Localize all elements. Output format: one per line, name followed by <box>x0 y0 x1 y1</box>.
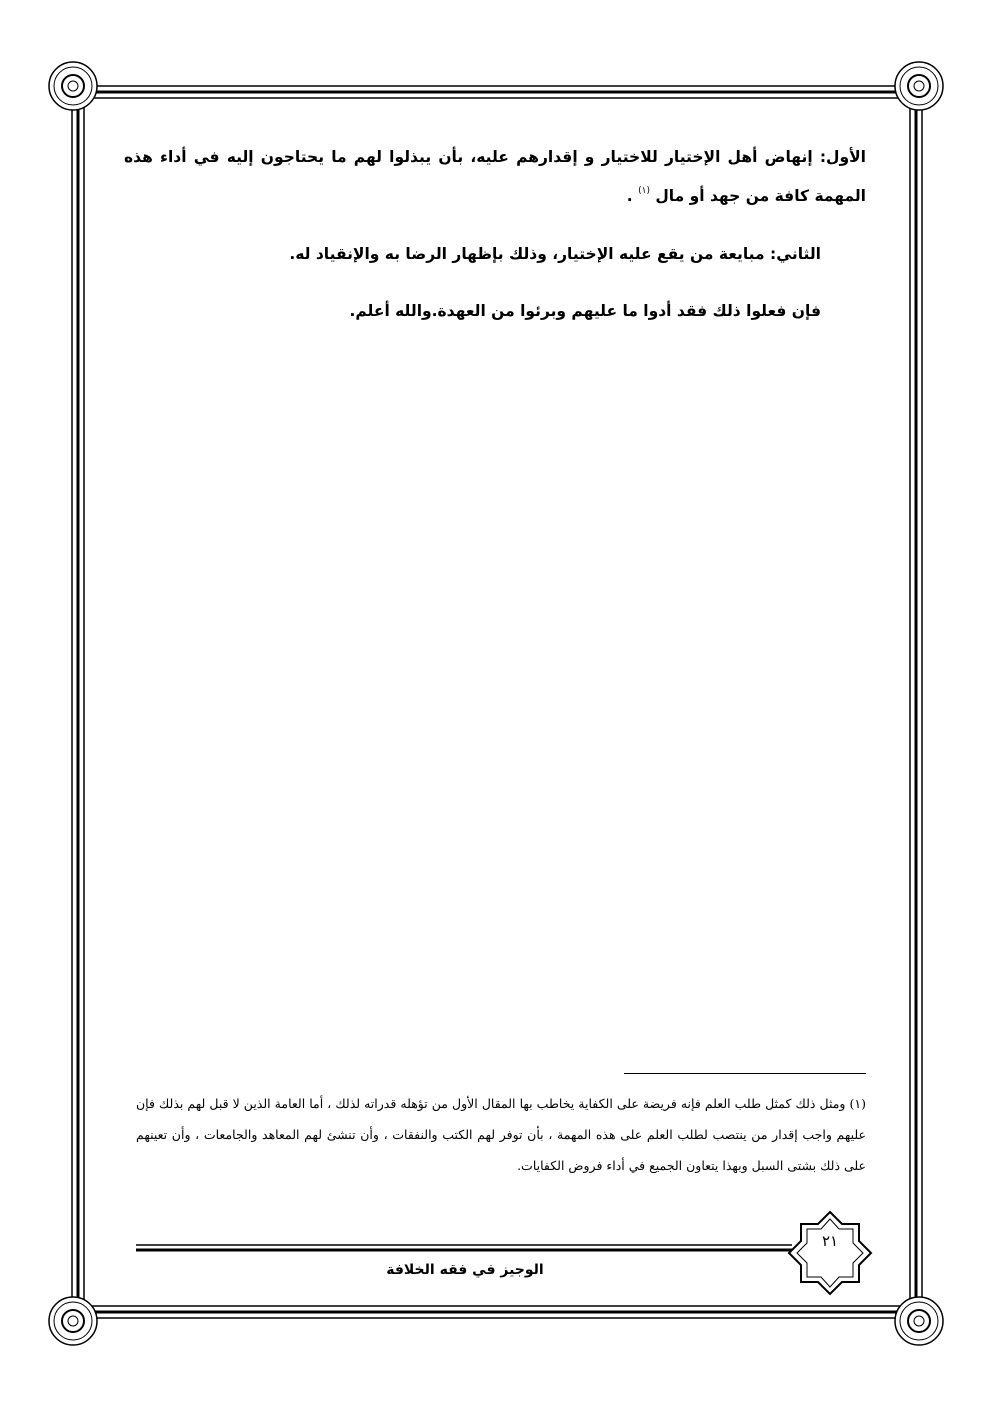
footer-rule <box>136 1245 792 1250</box>
paragraph-first-lead: الأول: <box>819 148 866 166</box>
paragraph-second-lead: الثاني: <box>770 245 821 263</box>
page-number: ٢١ <box>821 1232 839 1250</box>
corner-ornament-bottom-right <box>895 1297 943 1345</box>
paragraph-second <box>124 237 821 271</box>
footnote-reference[interactable]: (١) <box>638 186 650 196</box>
footnote: (١) ومثل ذلك كمثل طلب العلم فإنه فريضة على الكفاية يخاطب بها المقال الأول من تؤهله قدراته لذلك ، أما العامة الذين لا قبل لهم بذلك فإن عليهم واجب إقدار من ينتصب لطلب العلم على هذه المهمة ، بأن توفر لهم الكتب والنفقات ، وأن تنشئ لهم المعاهد والجامعات ، وأن تعينهم على ذلك بشتى السبل وبهذا يتعاون الجميع في أداء فروض الكفايات. <box>136 1096 866 1173</box>
footnote-separator <box>624 1073 866 1074</box>
paragraph-third <box>124 294 821 328</box>
paragraph-first-end: . <box>626 187 633 205</box>
corner-ornament-bottom-left <box>49 1297 97 1345</box>
paragraph-first <box>124 140 866 213</box>
page-number-star <box>789 1212 871 1294</box>
paragraph-first-text: إنهاض أهل الإختيار للاختيار و إقدارهم عليه، بأن يبذلوا لهم ما يحتاجون إليه في أداء هذه المهمة كافة من جهد أو مال <box>124 148 866 205</box>
paragraph-second-text: مبايعة من يقع عليه الإختيار، وذلك بإظهار الرضا به والإنقياد له. <box>289 245 765 263</box>
book-title: الوجيز في فقه الخلافة <box>386 1262 544 1278</box>
paragraph-third-text: فإن فعلوا ذلك فقد أدوا ما عليهم وبرئوا من العهدة.والله أعلم. <box>349 302 821 320</box>
corner-ornament-top-right <box>895 62 943 110</box>
corner-ornament-top-left <box>49 62 97 110</box>
